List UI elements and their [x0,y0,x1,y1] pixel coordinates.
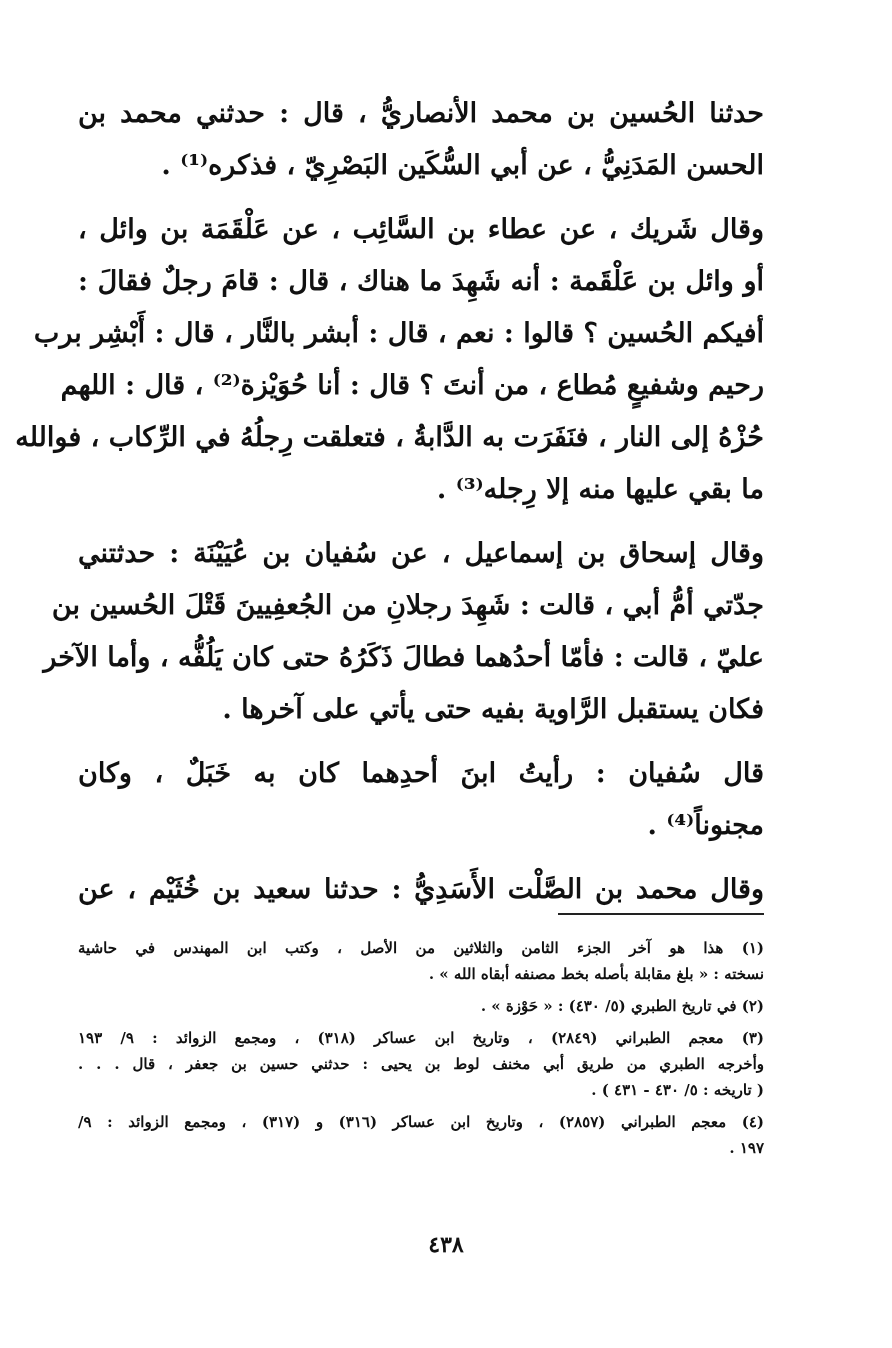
paragraph [78,88,764,192]
footnotes [78,935,764,1167]
footnote-line: (٣) معجم الطبراني (٢٨٤٩) ، وتاريخ ابن عساكر (٣١٨) ، ومجمع الزوائد : ٩/ ١٩٣ [78,1029,764,1047]
text-line: وقال شَريك ، عن عطاء بن السَّائِب ، عن عَلْقَمَة بن وائل ، [78,214,764,245]
text-line: أو وائل بن عَلْقَمة : أنه شَهِدَ ما هناك ، قال : قامَ رجلٌ فقالَ : [78,266,764,297]
footnote-line: ١٩٧ . [729,1139,764,1157]
footnote [78,935,764,987]
footnote-line: وأخرجه الطبري من طريق أبي مخنف لوط بن يحيى : حدثني حسين بن جعفر ، قال . . . [78,1055,764,1073]
text-line: وقال محمد بن الصَّلْت الأَسَدِيُّ : حدثنا سعيد بن خُثَيْم ، عن [78,874,764,905]
footnote-line: (١) هذا هو آخر الجزء الثامن والثلاثين من الأصل ، وكتب ابن المهندس في حاشية [78,939,764,957]
text-line: وقال إسحاق بن إسماعيل ، عن سُفيان بن عُيَيْنَة : حدثتني [78,538,764,569]
text-line: رحيم وشفيعٍ مُطاع ، من أنتَ ؟ قال : أنا حُوَيْزة⁽²⁾ ، قال : اللهم [60,370,764,401]
paragraph [15,204,764,516]
footnote-line: (٢) في تاريخ الطبري (٥/ ٤٣٠) : « حَوْزة » . [480,997,764,1015]
paragraph [43,528,764,736]
footnote-line: ( تاريخه : ٥/ ٤٣٠ - ٤٣١ ) . [591,1081,764,1099]
text-line: الحسن المَدَنِيُّ ، عن أبي السُّكَين البَصْرِيّ ، فذكره⁽¹⁾ . [161,150,764,181]
main-text [15,88,764,928]
text-line: حدثنا الحُسين بن محمد الأنصاريُّ ، قال : حدثني محمد بن [78,98,764,129]
text-line: حُزْهُ إلى النار ، فنَفَرَت به الدَّابةُ ، فتعلقت رِجلُهُ في الرِّكاب ، فوالله [15,422,764,453]
paragraph [78,748,764,852]
footnote-separator [558,913,764,915]
page-number: ٤٣٨ [428,1232,464,1258]
footnote [78,1025,764,1103]
text-line: قال سُفيان : رأيتُ ابنَ أحدِهما كان به خَبَلٌ ، وكان [78,758,764,789]
text-line: فكان يستقبل الرَّاوية بفيه حتى يأتي على آخرها . [222,694,764,725]
text-line: مجنوناً⁽⁴⁾ . [647,810,764,841]
footnote-line: نسخته : « بلغ مقابلة بأصله بخط مصنفه أبقاه الله » . [428,965,764,983]
paragraph [78,864,764,916]
footnote-line: (٤) معجم الطبراني (٢٨٥٧) ، وتاريخ ابن عساكر (٣١٦) و (٣١٧) ، ومجمع الزوائد : ٩/ [78,1113,764,1131]
text-line: جدّتي أمُّ أبي ، قالت : شَهِدَ رجلانِ من الجُعفِيينَ قَتْلَ الحُسين بن [51,590,764,621]
text-line: ما بقي عليها منه إلا رِجله⁽³⁾ . [436,474,764,505]
footnote [78,1109,764,1161]
text-line: أفيكم الحُسين ؟ قالوا : نعم ، قال : أبشر بالنَّار ، قال : أَبْشِر برب [33,318,764,349]
text-line: عليّ ، قالت : فأمّا أحدُهما فطالَ ذَكَرُهُ حتى كان يَلُفُّه ، وأما الآخر [43,642,764,673]
footnote [78,993,764,1019]
